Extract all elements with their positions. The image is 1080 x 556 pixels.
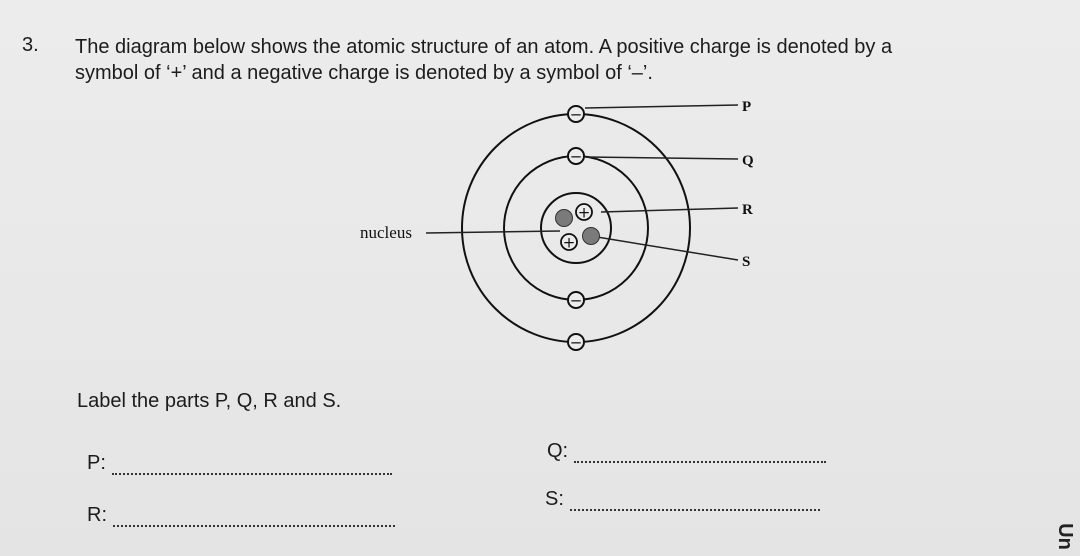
question-number: 3.	[22, 34, 39, 56]
answer-q[interactable]	[547, 440, 826, 463]
svg-text:−: −	[569, 291, 583, 310]
answer-s-label: S:	[545, 488, 564, 510]
instruction-text: Label the parts P, Q, R and S.	[77, 390, 342, 412]
proton-2	[561, 234, 577, 252]
answer-p-line[interactable]	[112, 459, 392, 475]
svg-text:−: −	[569, 105, 583, 124]
electron-outer-bottom	[568, 334, 584, 352]
label-q: Q	[742, 153, 754, 169]
answer-s-line[interactable]	[570, 495, 820, 511]
answer-r[interactable]	[87, 504, 395, 527]
leader-line-q	[586, 157, 738, 159]
leader-line-r	[601, 208, 738, 212]
answer-p[interactable]	[87, 452, 392, 475]
svg-text:−: −	[569, 333, 583, 352]
electron-inner-bottom	[568, 292, 584, 310]
answer-q-label: Q:	[547, 440, 569, 462]
answer-q-line[interactable]	[574, 447, 826, 463]
inner-shell	[504, 156, 648, 300]
answer-s[interactable]	[545, 488, 820, 511]
label-r: R	[742, 202, 753, 218]
label-s: S	[742, 254, 751, 270]
svg-text:−: −	[569, 147, 583, 166]
answer-r-label: R:	[87, 504, 107, 526]
edge-text: Un	[1054, 523, 1077, 550]
proton-1	[576, 204, 592, 222]
electron-outer-top	[568, 106, 584, 124]
leader-line-s	[597, 237, 738, 260]
neutron-1	[556, 210, 573, 227]
nucleus-circle	[541, 193, 611, 263]
nucleus-label: nucleus	[360, 223, 412, 242]
question-line-2: symbol of ‘+’ and a negative charge is denoted by a symbol of ‘–’.	[75, 62, 653, 84]
answer-r-line[interactable]	[113, 511, 395, 527]
label-p: P	[742, 99, 752, 115]
svg-text:+: +	[577, 203, 591, 222]
leader-line-p	[585, 105, 738, 108]
svg-text:+: +	[562, 233, 576, 252]
question-line-1: The diagram below shows the atomic structure of an atom. A positive charge is denoted by a	[75, 36, 893, 58]
neutron-2	[583, 228, 600, 245]
answer-p-label: P:	[87, 452, 106, 474]
electron-inner-top	[568, 148, 584, 166]
leader-line-nucleus	[426, 231, 560, 233]
